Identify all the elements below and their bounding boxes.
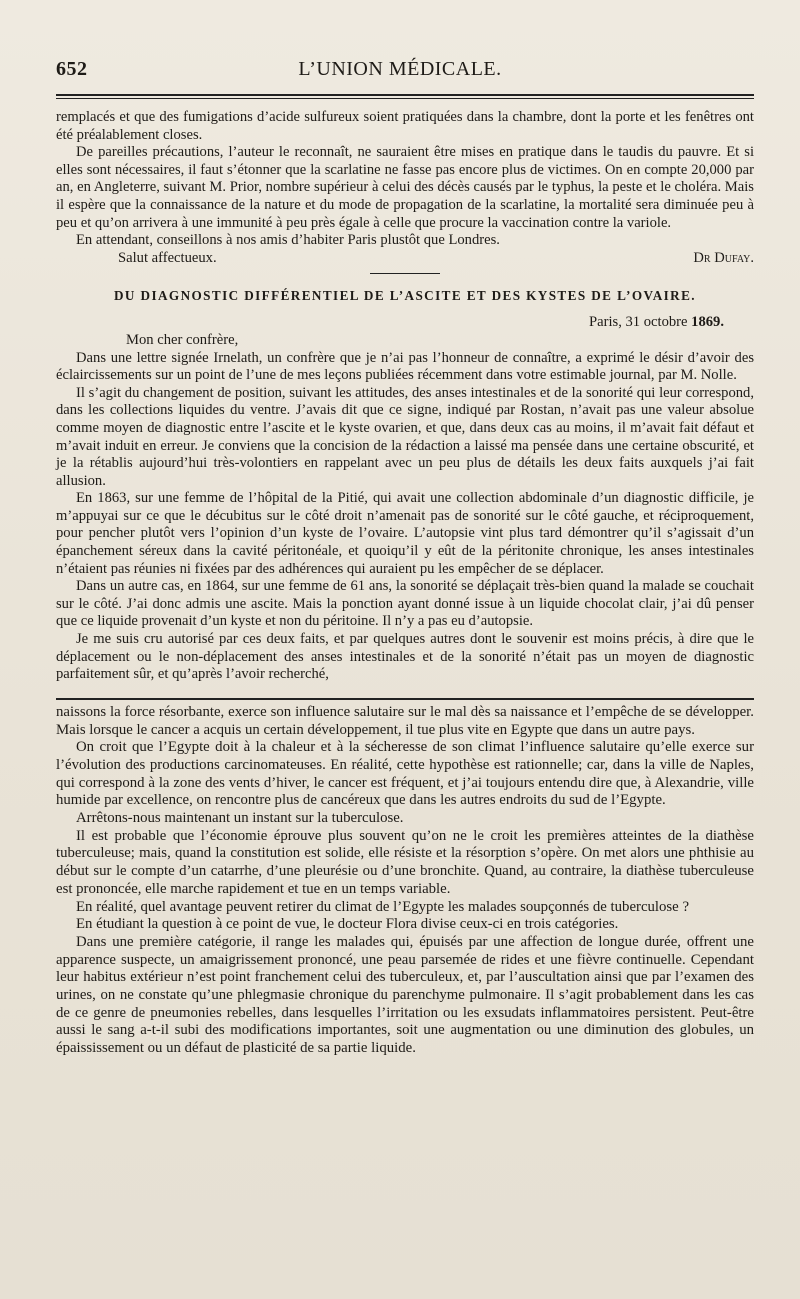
continuation-text (56, 704, 754, 1058)
paragraph: Dans une lettre signée Irnelath, un confrère que je n’ai pas l’honneur de connaître, a exprimé le désir d’avoir des éclaircissements sur un point de l’une de mes leçons publiées récemment dans votre estimable journal, par M. Nolle. (56, 349, 754, 384)
salutation: Mon cher confrère, (126, 331, 239, 348)
paragraph: Je me suis cru autorisé par ces deux faits, et par quelques autres dont le souvenir est moins précis, à dire que le déplacement ou le non-déplacement des anses intestinales et de la sonorité n’était pas un moyen de diagnostic parfaitement sûr, et qu’après l’avoir recherché, (56, 631, 754, 683)
paragraph: Dans un autre cas, en 1864, sur une femme de 61 ans, la sonorité se déplaçait très-bien quand la malade se couchait sur le côté. J’ai donc admis une ascite. Mais la ponction ayant donné issue à un liquide chocolat clair, j’ai dû penser que ce liquide provenait d’un kyste et non du péritoine. Il n’y a pas eu d’autopsie. (56, 578, 754, 630)
paragraph: De pareilles précautions, l’auteur le reconnaît, ne sauraient être mises en pratique dans le taudis du pauvre. Et si elles sont nécessaires, il faut s’étonner que la scarlatine ne fasse pas encore plus de victimes. On en compte 20,000 par an, en Angleterre, suivant M. Prior, nombre supérieur à celui des décès causés par le typhus, la peste et le choléra. Mais il espère que la connaissance de la nature et du mode de propagation de la scarlatine, la mortalité sera diminuée peu à peu et qu’on arrivera à une immunité à peu près égale à celle que procure la vaccination contre la variole. (56, 144, 754, 231)
paragraph: Il est probable que l’économie éprouve plus souvent qu’on ne le croit les premières atteintes de la diathèse tuberculeuse; mais, quand la constitution est solide, elle résiste et la résorption s’opère. On met alors une phthisie au début sur le compte d’un catarrhe, d’une pleurésie ou d’une bronchite. Quand, au contraire, la diathèse tuberculeuse est prononcée, elle marche rapidement et tue en un temps variable. (56, 827, 754, 897)
journal-title: L’UNION MÉDICALE. (298, 58, 502, 80)
paragraph: En étudiant la question à ce point de vue, le docteur Flora divise ceux-ci en trois catégories. (76, 916, 619, 933)
feuilleton-rule (56, 698, 754, 700)
author-name: Dr Dufay. (693, 249, 754, 266)
paragraph: Arrêtons-nous maintenant un instant sur la tuberculose. (76, 810, 404, 827)
closing-formula: Salut affectueux. (118, 249, 217, 266)
paragraph: Dans une première catégorie, il range les malades qui, épuisés par une affection de longue durée, offrent une apparence suspecte, un amaigrissement prononcé, une peau parsemée de rides et une fièvre continuelle. Cependant leur habitus extérieur n’est point franchement celui des tuberculeux, et, par l’auscultation ainsi que par l’examen des urines, on ne constate qu’une phlegmasie chronique du parenchyme pulmonaire. Il s’agit probablement dans les cas de ce genre de pneumonies rebelles, dans lesquelles l’irritation ou les exsudats inflammatoires persistent. Peut-être aussi le sang a-t-il subi des modifications importantes, soit une augmentation ou une diminution des globules, un épaississement ou un défaut de plasticité de sa partie liquide. (56, 933, 754, 1057)
article-title: DU DIAGNOSTIC DIFFÉRENTIEL DE L’ASCITE ET DES KYSTES DE L’OVAIRE. (113, 288, 697, 304)
paragraph: En attendant, conseillons à nos amis d’habiter Paris plustôt que Londres. (76, 232, 500, 249)
letter-signature (56, 250, 754, 268)
paragraph: remplacés et que des fumigations d’acide sulfureux soient pratiquées dans la chambre, dont la porte et les fenêtres ont été préalablement closes. (56, 109, 754, 143)
header-rule (56, 94, 754, 99)
dateline (56, 314, 754, 332)
paragraph: En 1863, sur une femme de l’hôpital de la Pitié, qui avait une collection abdominale d’un diagnostic difficile, je m’appuyai sur ce que le décubitus sur le côté droit n’amenait pas de sonorité sur le côté gauche, et réciproquement, pour pencher plutôt vers l’opinion d’un kyste de l’ovaire. L’autopsie vint plus tard démontrer qu’il s’agissait d’un épanchement séreux dans la cavité péritonéale, et quoiqu’il y eût de la péritonite chronique, les anses intestinales n’étaient pas réunies ni fixées par des adhérences qui auraient pu les empêcher de se déplacer. (56, 490, 754, 577)
page-header (56, 58, 754, 88)
section-separator (370, 273, 440, 274)
letter-end-text (56, 109, 754, 250)
article-text (56, 350, 754, 684)
page-number: 652 (56, 58, 88, 80)
paragraph: On croit que l’Egypte doit à la chaleur et à la sécheresse de son climat l’influence salutaire qu’elle exerce sur l’évolution des productions carcinomateuses. En réalité, cette hypothèse est rationnelle; car, dans la ville de Naples, qui correspond à la zone des vents d’hiver, le cancer est fréquent, et j’ai toujours entendu dire que, à Alexandrie, ville humide par excellence, on rencontre plus de cancéreux que dans les autres endroits du sud de l’Egypte. (56, 739, 754, 809)
dateline-place: Paris, 31 octobre (589, 314, 692, 331)
paragraph: Il s’agit du changement de position, suivant les attitudes, des anses intestinales et de la sonorité qui leur correspond, dans les collections liquides du ventre. J’avais dit que ce signe, indiqué par Rostan, n’avait pas une valeur absolue comme moyen de diagnostic entre l’ascite et le kyste ovarien, et que, dans deux cas au moins, il m’avait fait défaut et m’avait induit en erreur. Je conviens que la concision de la rédaction a laissé ma pensée dans une certaine obscurité, et je la rétablis aujourd’hui très-volontiers en rappelant avec un peu plus de détails les deux faits auxquels j’ai fait allusion. (56, 384, 754, 489)
dateline-year: 1869. (691, 314, 724, 331)
paragraph: En réalité, quel avantage peuvent retirer du climat de l’Egypte les malades soupçonnés de tuberculose ? (76, 898, 690, 915)
paragraph: naissons la force résorbante, exerce son influence salutaire sur le mal dès sa naissance et l’empêche de se développer. Mais lorsque le cancer a acquis un certain développement, il tue plus vite en Egypte que dans un autre pays. (56, 703, 754, 738)
